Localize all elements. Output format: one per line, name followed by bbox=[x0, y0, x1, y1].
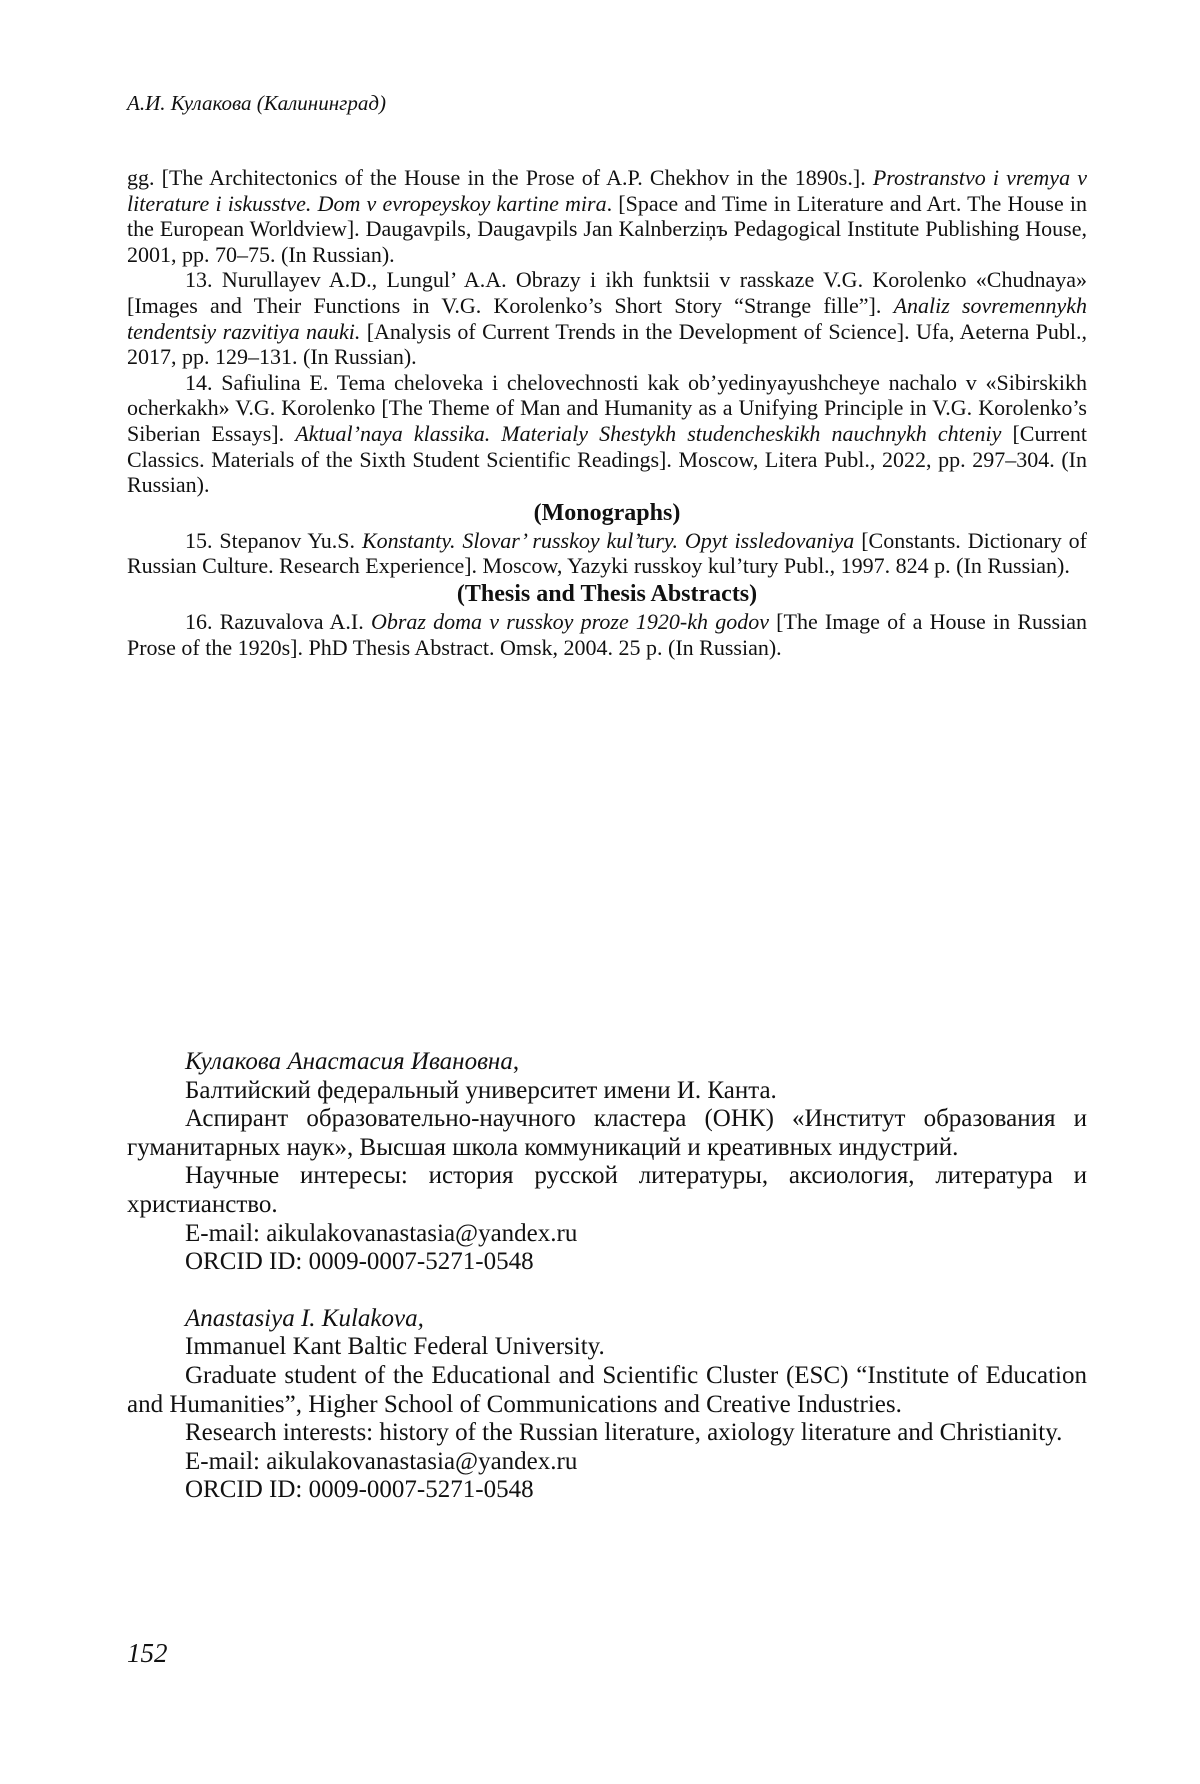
ref-title-italic: Prostranstvo i vremya v literature i iskusstve. Dom v evropeyskoy kartine mira bbox=[127, 165, 1087, 216]
author-name-en-italic: Anastasiya I. Kulakova, bbox=[185, 1304, 424, 1332]
author-name-ru bbox=[127, 1048, 1087, 1077]
ref-text: [Current Classics. Materials of the Sixth Student Scientific Readings]. Moscow, Litera Publ., 2022, pp. 297–304. (In Russian). bbox=[127, 420, 1087, 498]
author-interests-ru: Научные интересы: история русской литературы, аксиология, литература и христианство. bbox=[127, 1162, 1087, 1218]
spacer bbox=[127, 1277, 1087, 1305]
ref-text: [The Image of a House in Russian Prose of the 1920s]. PhD Thesis Abstract. Omsk, 2004. 25 p. (In Russian). bbox=[127, 608, 1087, 660]
author-affiliation-ru: Балтийский федеральный университет имени И. Канта. bbox=[185, 1076, 777, 1104]
reference-15 bbox=[127, 528, 1087, 579]
author-position-ru: Аспирант образовательно-научного кластера (ОНК) «Институт образования и гуманитарных наук», Высшая школа коммуникаций и креативных индустрий. bbox=[127, 1105, 1087, 1161]
author-info bbox=[127, 1048, 1087, 1505]
reference-13 bbox=[127, 267, 1087, 369]
author-orcid-en: ORCID ID: 0009-0007-5271-0548 bbox=[185, 1476, 534, 1504]
page-number: 152 bbox=[127, 1638, 168, 1668]
reference-14 bbox=[127, 370, 1087, 498]
author-name-ru-suffix: , bbox=[512, 1048, 520, 1075]
author-affiliation-en: Immanuel Kant Baltic Federal University. bbox=[185, 1333, 605, 1361]
ref-text: 14. Safiulina E. Tema cheloveka i chelovechnosti kak ob’yedinyayushcheye nachalo v «Sibirskikh ocherkakh» V.G. Korolenko [The Theme of Man and Humanity as a Unifying Principle in V.G. Korolenko’s Siberian Essays]. bbox=[127, 369, 1087, 446]
ref-title-italic: Obraz doma v russkoy proze 1920-kh godov bbox=[370, 608, 769, 634]
reference-12-continuation bbox=[127, 165, 1087, 267]
reference-16 bbox=[127, 609, 1087, 660]
author-email-ru: E-mail: aikulakovanastasia@yandex.ru bbox=[185, 1219, 578, 1247]
section-heading-monographs: (Monographs) bbox=[533, 499, 681, 526]
ref-text: 15. Stepanov Yu.S. bbox=[185, 527, 362, 553]
author-name-ru-italic: Кулакова Анастасия Ивановна bbox=[185, 1048, 513, 1075]
author-orcid-ru: ORCID ID: 0009-0007-5271-0548 bbox=[185, 1248, 534, 1276]
ref-text: [Constants. Dictionary of Russian Culture. Research Experience]. Moscow, Yazyki russkoy kul’tury Publ., 1997. 824 p. (In Russian). bbox=[127, 527, 1088, 579]
author-name-en bbox=[127, 1305, 1087, 1334]
author-interests-en: Research interests: history of the Russian literature, axiology literature and Christianity. bbox=[185, 1419, 1063, 1447]
section-heading-theses: (Thesis and Thesis Abstracts) bbox=[456, 580, 758, 607]
running-head: А.И. Кулакова (Калининград) bbox=[127, 91, 386, 115]
author-email-en: E-mail: aikulakovanastasia@yandex.ru bbox=[185, 1447, 578, 1475]
ref-text: 16. Razuvalova A.I. bbox=[185, 608, 371, 634]
ref-text: 13. Nurullayev A.D., Lungul’ A.A. Obrazy i ikh funktsii v rasskaze V.G. Korolenko «Chudnaya» [Images and Their Functions in V.G. Korolenko’s Short Story “Strange fille”]. bbox=[127, 267, 1087, 318]
ref-text: [Analysis of Current Trends in the Development of Science]. Ufa, Aeterna Publ., 2017, pp. 129–131. (In Russian). bbox=[127, 318, 1087, 370]
ref-text: gg. [The Architectonics of the House in the Prose of A.P. Chekhov in the 1890s.]. bbox=[127, 165, 873, 190]
ref-title-italic: Analiz sovremennykh tendentsiy razvitiya nauki. bbox=[127, 292, 1087, 344]
ref-title-italic: Aktual’naya klassika. Materialy Shestykh studencheskikh nauchnykh chteniy bbox=[295, 420, 1002, 446]
ref-text: . [Space and Time in Literature and Art. The House in the European Worldview]. Daugavpils, Daugavpils Jan Kalnberziņъ Pedagogical Institute Publishing House, 2001, pp. 70–75. (In Russian). bbox=[127, 190, 1087, 267]
ref-title-italic: Konstanty. Slovar’ russkoy kul’tury. Opyt issledovaniya bbox=[361, 527, 855, 553]
author-position-en: Graduate student of the Educational and Scientific Cluster (ESC) “Institute of Education and Humanities”, Higher School of Communications and Creative Industries. bbox=[127, 1361, 1087, 1418]
references-list bbox=[127, 165, 1087, 660]
